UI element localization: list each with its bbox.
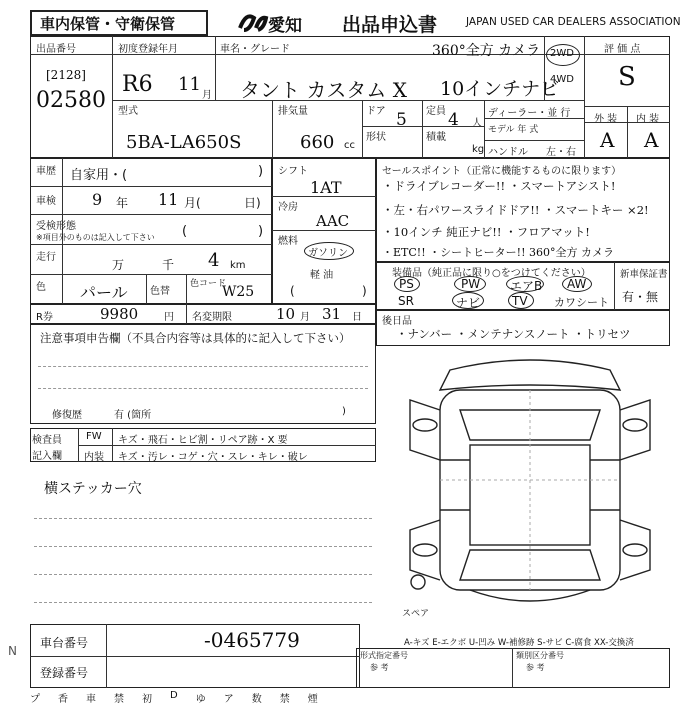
- inspector-row1: キズ・飛石・ヒビ割・リペア跡・X 要: [118, 435, 288, 446]
- fuel-diesel: 軽 油: [310, 270, 334, 281]
- displacement-unit: cc: [344, 140, 355, 151]
- int-grade: A: [644, 128, 659, 152]
- equip-pw: PW: [461, 277, 481, 291]
- bottom-cell: 数: [251, 694, 262, 705]
- name-change-day: 31: [322, 305, 342, 323]
- form-spec-sub: 参 考: [370, 663, 389, 672]
- equip-navi: ナビ: [456, 296, 481, 310]
- equipment-label: 装備品（純正品に限り○をつけてください）: [392, 268, 591, 279]
- equip-aw: AW: [567, 277, 587, 291]
- left-rear-wheel: [413, 544, 437, 556]
- damage-legend: A-キズ E-エクボ U-凹み W-補修跡 S-サビ C-腐食 XX-交換済: [404, 638, 634, 648]
- capacity-unit: 人: [472, 118, 482, 129]
- spare-label: スペア: [402, 609, 430, 619]
- inspection-year-unit: 年: [116, 196, 129, 210]
- car-diagram: [390, 350, 670, 620]
- recycle-value: 9980: [100, 305, 139, 323]
- repair-value: 有 (箇所: [114, 410, 152, 421]
- color-swap-label: 色替: [150, 286, 170, 297]
- equip-tv: TV: [512, 294, 528, 308]
- bottom-cell: ゆ: [195, 694, 206, 705]
- guarantee-label: 新車保証書: [620, 269, 668, 280]
- mileage-unit: km: [230, 260, 246, 271]
- car-name-label: 車名・グレード: [220, 44, 290, 55]
- car-name-value: タント カスタム X: [240, 78, 407, 102]
- equip-airbag: エアB: [510, 279, 543, 293]
- drive-2wd: 2WD: [550, 48, 574, 59]
- rating-score: S: [618, 62, 636, 92]
- chassis-value: -0465779: [204, 628, 300, 652]
- capacity-value: 4: [448, 110, 459, 130]
- name-change-month-unit: 月: [300, 312, 310, 323]
- mileage-value: 4: [208, 250, 220, 271]
- displacement-label: 排気量: [278, 106, 308, 117]
- margin-mark: N: [8, 644, 17, 658]
- color-code-label: 色コード: [190, 279, 227, 289]
- ac-value: AAC: [316, 212, 350, 230]
- inspection-year: 9: [92, 190, 103, 209]
- load-label: 積載: [426, 132, 446, 143]
- int-label: 内 装: [636, 114, 660, 125]
- receipt-label: 受検形態: [36, 221, 76, 232]
- class-label: 類別区分番号: [516, 651, 564, 660]
- equip-sr: SR: [398, 294, 414, 308]
- bottom-cell: 禁: [279, 694, 290, 705]
- inspection-month-unit: 月(: [184, 196, 201, 210]
- doors-label: ドア: [366, 106, 386, 117]
- bottom-cell: 車: [86, 694, 96, 705]
- shape-label: 形状: [366, 132, 386, 143]
- inspection-label: 車検: [36, 196, 56, 207]
- displacement-value: 660: [300, 132, 335, 153]
- name-change-label: 名変期限: [192, 312, 232, 323]
- bottom-cell: 香: [58, 694, 68, 705]
- model-value: 5BA-LA650S: [126, 132, 242, 153]
- mileage-label: 走行: [36, 252, 56, 263]
- bottom-cell: ア: [223, 694, 234, 705]
- hood-outline: [440, 360, 620, 390]
- guarantee-options: 有・無: [622, 290, 659, 304]
- name-change-day-unit: 日: [352, 312, 362, 323]
- drive-4wd: 4WD: [550, 74, 574, 85]
- form-spec-label: 形式指定番号: [360, 651, 408, 660]
- sales-point-line-2: ・左・右パワースライドドア!! ・スマートキー ×2!: [382, 203, 649, 217]
- later-fitted-value: ・ナンバー ・メンテナンスノート ・トリセツ: [396, 327, 631, 341]
- fuel-close: ): [362, 284, 367, 298]
- association-name: JAPAN USED CAR DEALERS ASSOCIATION: [466, 16, 681, 28]
- color-label: 色: [36, 282, 46, 293]
- bottom-cell: 初: [142, 694, 152, 705]
- receipt-note: ※項目外のものは記入して下さい: [36, 233, 155, 242]
- history-label: 車歴: [36, 166, 56, 177]
- ac-label: 冷房: [278, 202, 298, 213]
- inspector-label-1: 検査員: [32, 435, 62, 446]
- history-value: 自家用・(: [70, 168, 128, 183]
- bottom-cell: D: [170, 690, 178, 701]
- color-code: W25: [222, 284, 255, 300]
- later-fitted-label: 後日品: [382, 316, 412, 327]
- form-title: 出品申込書: [342, 14, 438, 36]
- handle-label: ハンドル: [488, 147, 528, 158]
- storage-badge-text: 車内保管・守衛保管: [40, 15, 176, 33]
- shift-value: 1AT: [310, 178, 342, 197]
- first-reg-month: 11: [178, 74, 201, 95]
- inspector-row2: キズ・汚レ・コゲ・穴・スレ・キレ・破レ: [118, 452, 308, 463]
- repair-close: ): [342, 406, 346, 417]
- first-reg-year: R6: [122, 72, 153, 97]
- handle-options: 左・右: [546, 147, 576, 158]
- repair-label: 修復歴: [52, 410, 82, 421]
- doors-value: 5: [396, 110, 407, 130]
- rear-bumper-outline: [470, 590, 590, 601]
- recycle-label: R券: [36, 312, 53, 323]
- mileage-man: 万: [112, 258, 125, 272]
- first-reg-label: 初度登録年月: [118, 44, 178, 55]
- fuel-open: (: [290, 284, 295, 298]
- fuel-gas: ガソリン: [308, 248, 348, 259]
- car-name-extra1: 360°全方 カメラ: [432, 43, 541, 59]
- chassis-label: 車台番号: [40, 636, 89, 650]
- sales-points-label: セールスポイント（正常に機能するものに限ります）: [382, 166, 622, 177]
- first-reg-month-unit: 月: [202, 90, 212, 101]
- bottom-cell: プ: [30, 694, 40, 705]
- right-front-door: [620, 400, 650, 460]
- fuel-label: 燃料: [278, 236, 298, 247]
- spare-tire-icon: [411, 575, 425, 589]
- inspection-day-unit: 日): [244, 196, 261, 210]
- shift-label: シフト: [278, 166, 308, 177]
- equip-ps: PS: [399, 277, 414, 291]
- sales-point-line-3: ・10インチ 純正ナビ!! ・フロアマット!: [382, 225, 590, 239]
- bottom-row: [30, 690, 360, 705]
- inspector-row1-tag: FW: [86, 431, 102, 442]
- ext-label: 外 装: [594, 114, 618, 125]
- inspector-row2-tag: 内装: [84, 452, 104, 463]
- history-close: ): [258, 164, 264, 179]
- lot-sub-number: [2128]: [46, 68, 86, 82]
- inspector-handwritten: 横ステッカー穴: [44, 481, 142, 497]
- class-sub: 参 考: [526, 663, 545, 672]
- receipt-close: ): [258, 224, 264, 239]
- color-value: パール: [80, 283, 128, 302]
- receipt-open: (: [182, 224, 188, 239]
- model-label: 型式: [118, 106, 138, 117]
- car-name-extra2: 10インチナビ: [440, 78, 560, 100]
- lot-label: 出品番号: [36, 44, 76, 55]
- load-unit: kg: [472, 144, 485, 155]
- left-rear-door: [410, 520, 440, 580]
- name-change-month: 10: [276, 305, 296, 323]
- mileage-sen: 千: [162, 258, 175, 272]
- logo-text: 愛知: [268, 16, 302, 36]
- inspector-label-2: 記入欄: [32, 451, 62, 462]
- sales-point-line-4: ・ETC!! ・シートヒーター!! 360°全方 カメラ: [382, 246, 615, 259]
- left-front-wheel: [413, 419, 437, 431]
- left-front-door: [410, 400, 440, 460]
- capacity-label: 定員: [426, 106, 446, 117]
- right-rear-wheel: [623, 544, 647, 556]
- rating-label: 評 価 点: [604, 44, 641, 55]
- inspection-month: 11: [158, 190, 179, 209]
- ext-grade: A: [600, 128, 615, 152]
- bottom-cell: 禁: [114, 694, 124, 705]
- lot-number: 02580: [36, 88, 106, 113]
- right-rear-door: [620, 520, 650, 580]
- model-year-label: モデル 年 式: [488, 125, 539, 135]
- bottom-cell: 煙: [307, 694, 318, 705]
- notes-label: 注意事項申告欄（不具合内容等は具体的に記入して下さい）: [40, 331, 351, 345]
- registration-label: 登録番号: [40, 666, 89, 680]
- dealer-label: ディーラー・並 行: [488, 108, 571, 119]
- recycle-unit: 円: [164, 312, 174, 323]
- sales-point-line-1: ・ドライブレコーダー!! ・スマートアシスト!: [382, 179, 616, 193]
- right-front-wheel: [623, 419, 647, 431]
- equip-kawaseat: カワシート: [554, 296, 609, 309]
